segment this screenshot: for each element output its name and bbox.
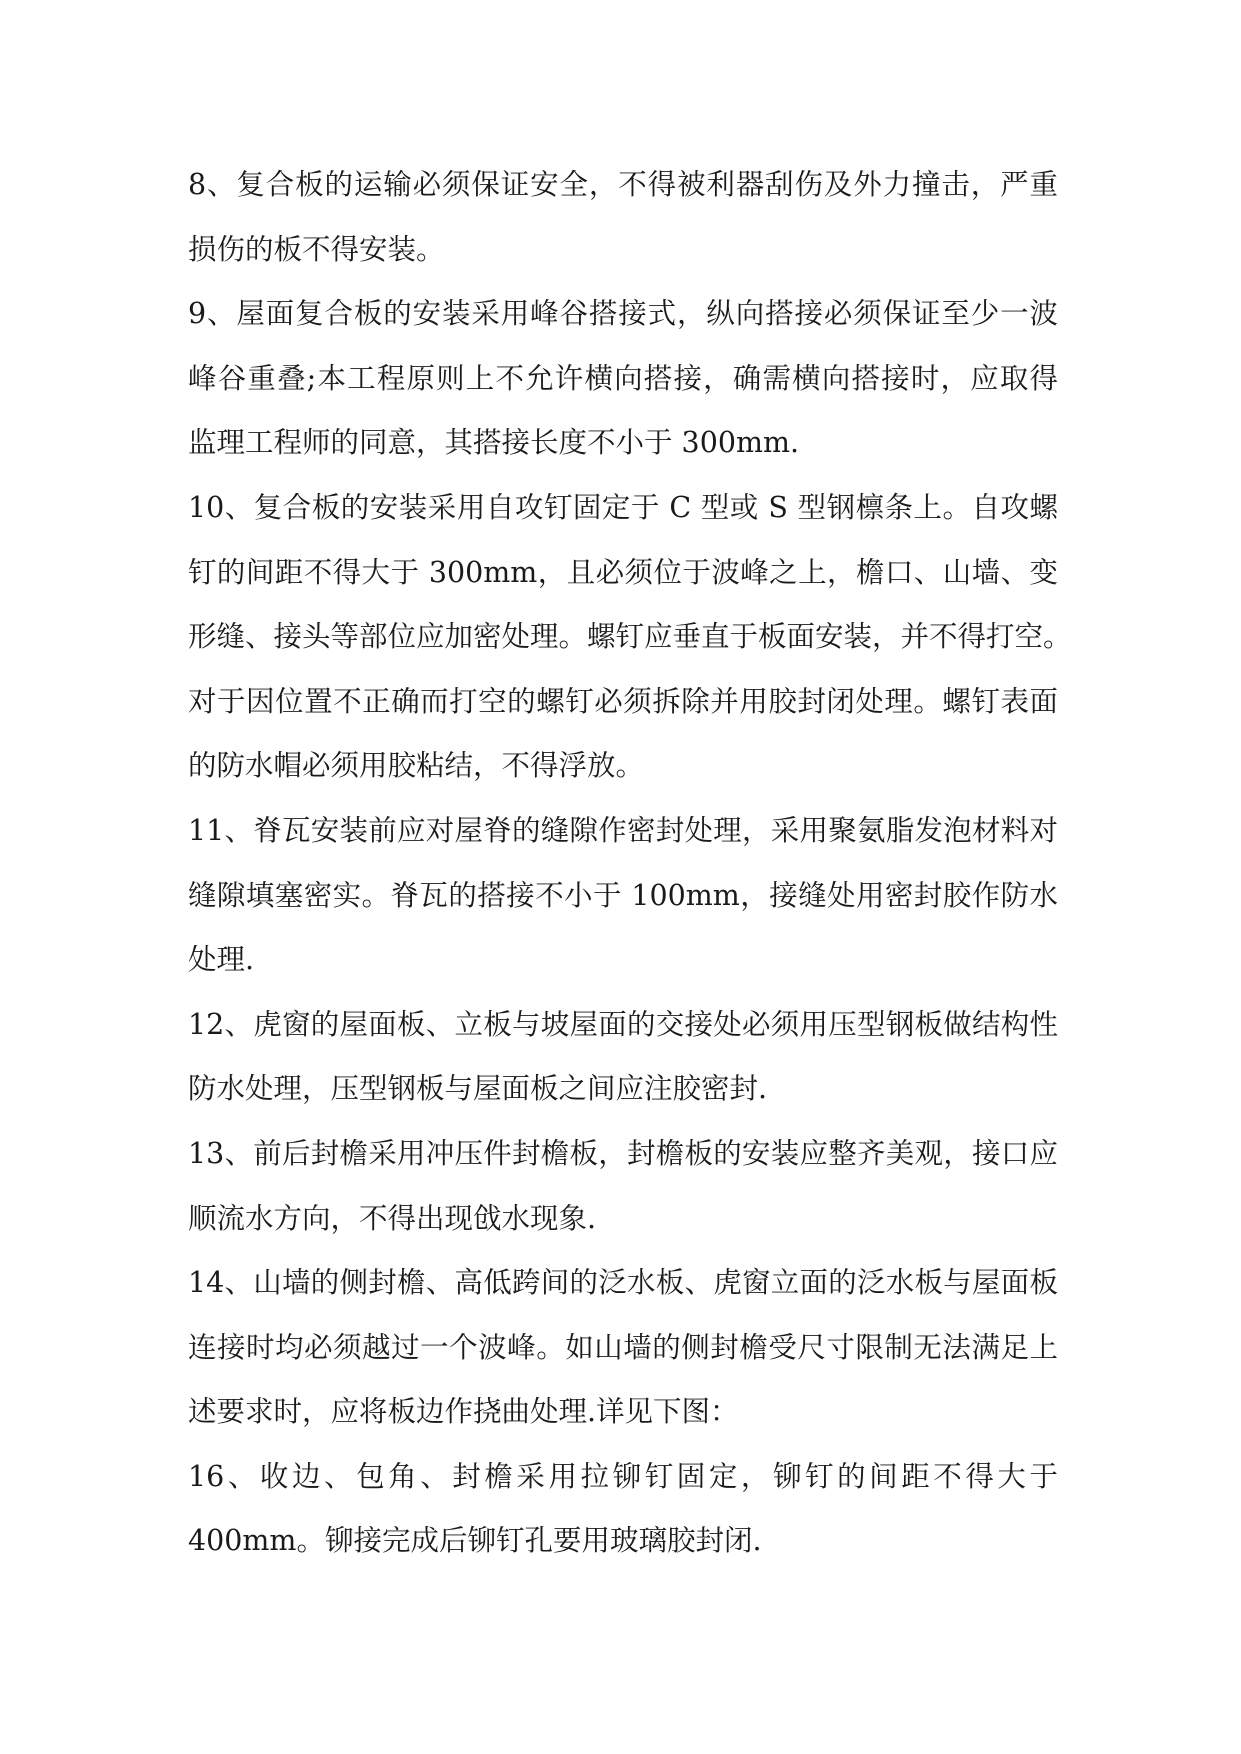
text-line: 钉的间距不得大于 300mm，且必须位于波峰之上，檐口、山墙、变 <box>188 555 1058 589</box>
text-line: 述要求时，应将板边作挠曲处理.详见下图： <box>188 1395 739 1429</box>
document-body <box>188 153 1072 1574</box>
paragraph-item-11 <box>188 799 1058 993</box>
paragraph-item-8 <box>188 153 1058 282</box>
paragraph-item-10 <box>188 476 1072 799</box>
paragraph-item-13 <box>188 1122 1058 1251</box>
text-line: 损伤的板不得安装。 <box>188 232 445 266</box>
text-line: 连接时均必须越过一个波峰。如山墙的侧封檐受尺寸限制无法满足上 <box>188 1330 1058 1364</box>
text-line: 11、脊瓦安装前应对屋脊的缝隙作密封处理，采用聚氨脂发泡材料对 <box>188 813 1058 847</box>
text-line: 400mm。铆接完成后铆钉孔要用玻璃胶封闭. <box>188 1524 762 1558</box>
text-line: 13、前后封檐采用冲压件封檐板，封檐板的安装应整齐美观，接口应 <box>188 1136 1058 1170</box>
text-line: 处理. <box>188 943 255 977</box>
text-line: 对于因位置不正确而打空的螺钉必须拆除并用胶封闭处理。螺钉表面 <box>188 684 1058 718</box>
text-line: 防水处理，压型钢板与屋面板之间应注胶密封. <box>188 1072 768 1106</box>
paragraph-item-16 <box>188 1445 1058 1574</box>
text-line: 峰谷重叠;本工程原则上不允许横向搭接，确需横向搭接时，应取得 <box>188 361 1058 395</box>
text-line: 14、山墙的侧封檐、高低跨间的泛水板、虎窗立面的泛水板与屋面板 <box>188 1266 1058 1300</box>
paragraph-item-14 <box>188 1251 1058 1445</box>
text-line: 的防水帽必须用胶粘结，不得浮放。 <box>188 749 645 783</box>
text-line: 10、复合板的安装采用自攻钉固定于 C 型或 S 型钢檩条上。自攻螺 <box>188 490 1058 524</box>
text-line: 监理工程师的同意，其搭接长度不小于 300mm. <box>188 426 800 460</box>
paragraph-item-9 <box>188 282 1058 476</box>
text-line: 顺流水方向，不得出现戗水现象. <box>188 1201 597 1235</box>
text-line: 16、收边、包角、封檐采用拉铆钉固定，铆钉的间距不得大于 <box>188 1459 1058 1493</box>
text-line: 形缝、接头等部位应加密处理。螺钉应垂直于板面安装，并不得打空。 <box>188 620 1072 654</box>
text-line: 9、屋面复合板的安装采用峰谷搭接式，纵向搭接必须保证至少一波 <box>188 297 1058 331</box>
text-line: 8、复合板的运输必须保证安全，不得被利器刮伤及外力撞击，严重 <box>188 168 1058 201</box>
paragraph-item-12 <box>188 993 1058 1122</box>
text-line: 缝隙填塞密实。脊瓦的搭接不小于 100mm，接缝处用密封胶作防水 <box>188 878 1058 912</box>
text-line: 12、虎窗的屋面板、立板与坡屋面的交接处必须用压型钢板做结构性 <box>188 1007 1058 1041</box>
